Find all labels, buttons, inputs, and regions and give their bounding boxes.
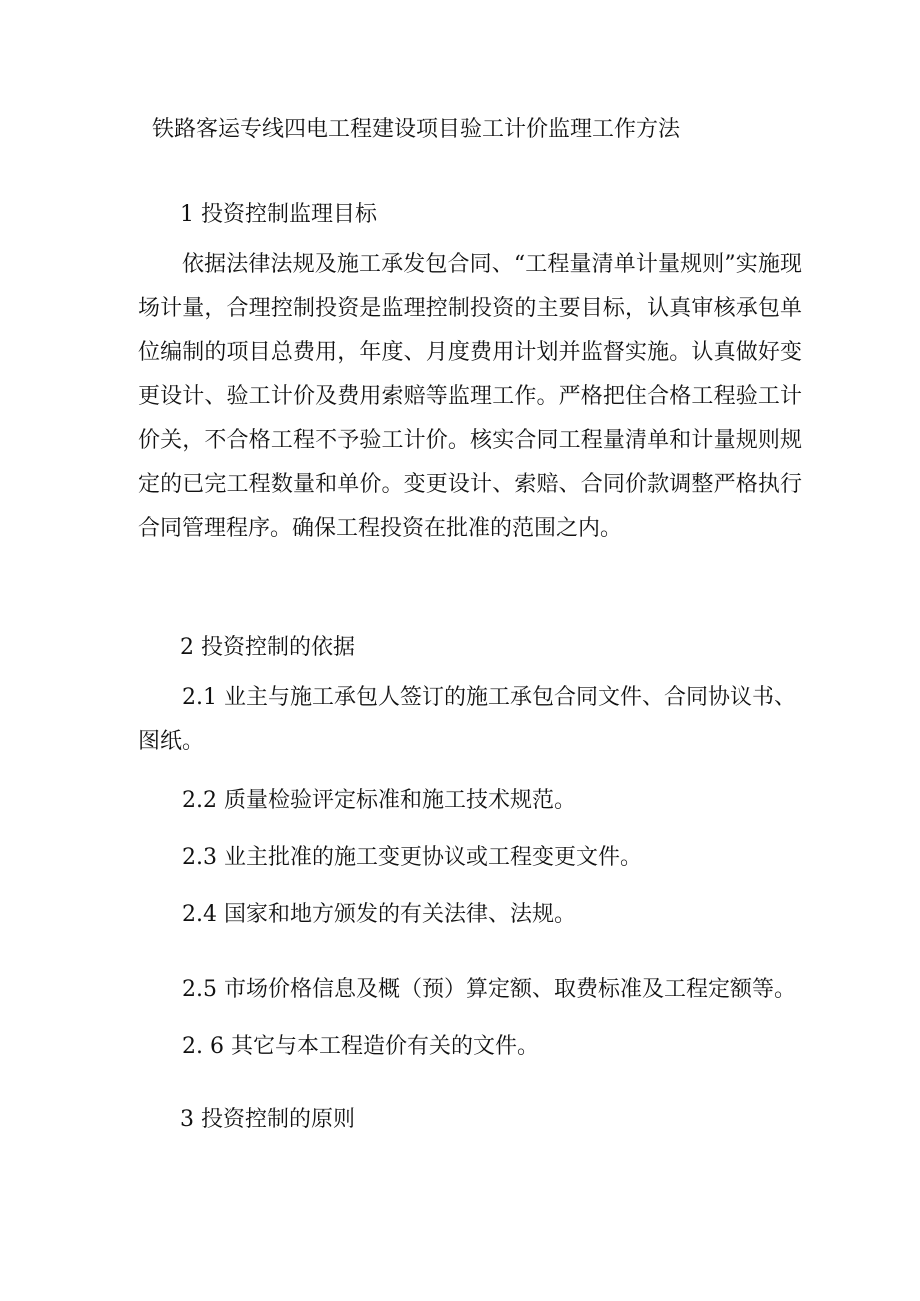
document-title: 铁路客运专线四电工程建设项目验工计价监理工作方法 xyxy=(152,117,681,142)
section-2-item-5: 2.5 市场价格信息及概（预）算定额、取费标准及工程定额等。 xyxy=(182,977,796,1002)
section-1-body: 依据法律法规及施工承发包合同、“工程量清单计量规则”实施现场计量，合理控制投资是监理控制投资的主要目标，认真审核承包单位编制的项目总费用，年度、月度费用计划并监督实施。认真做好变更设计、验工计价及费用索赔等监理工作。严格把住合格工程验工计价关，不合格工程不予验工计价。核实合同工程量清单和计量规则规定的已完工程数量和单价。变更设计、索赔、合同价款调整严格执行合同管理程序。确保工程投资在批准的范围之内。 xyxy=(138,252,802,541)
section-2-item-6: 2. 6 其它与本工程造价有关的文件。 xyxy=(182,1034,539,1059)
section-3-heading: 3 投资控制的原则 xyxy=(180,1107,355,1132)
section-2-heading: 2 投资控制的依据 xyxy=(180,635,355,660)
section-2-item-1: 2.1 业主与施工承包人签订的施工承包合同文件、合同协议书、图纸。 xyxy=(138,685,796,754)
section-2-item-2: 2.2 质量检验评定标准和施工技术规范。 xyxy=(182,788,576,813)
section-1-heading: 1 投资控制监理目标 xyxy=(180,202,377,227)
section-2-item-4: 2.4 国家和地方颁发的有关法律、法规。 xyxy=(182,902,576,927)
section-2-item-3: 2.3 业主批准的施工变更协议或工程变更文件。 xyxy=(182,845,642,870)
